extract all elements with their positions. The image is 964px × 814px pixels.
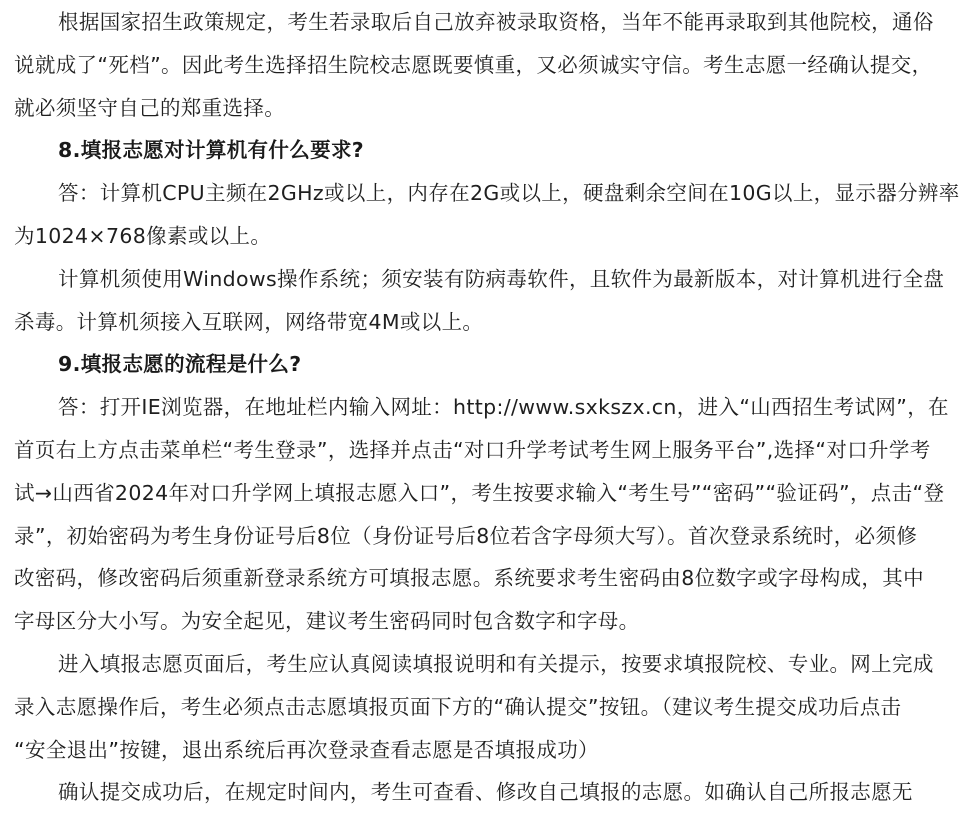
paragraph-line: 进入填报志愿页面后，考生应认真阅读填报说明和有关提示，按要求填报院校、专业。网上完成 bbox=[58, 651, 934, 676]
paragraph-line: 录”，初始密码为考生身份证号后8位（身份证号后8位若含字母须大写）。首次登录系统时，必须修 bbox=[14, 523, 918, 548]
heading-line: 9.填报志愿的流程是什么? bbox=[58, 352, 302, 377]
paragraph-line: 字母区分大小写。为安全起见，建议考生密码同时包含数字和字母。 bbox=[14, 609, 640, 634]
paragraph-line: 杀毒。计算机须接入互联网，网络带宽4M或以上。 bbox=[14, 309, 484, 334]
paragraph-submit-process bbox=[14, 643, 958, 771]
paragraph-hardware-requirements bbox=[14, 172, 958, 258]
paragraph-software-network bbox=[14, 258, 958, 344]
paragraph-login-process bbox=[14, 386, 958, 643]
heading-line: 8.填报志愿对计算机有什么要求? bbox=[58, 138, 365, 163]
paragraph-confirmation bbox=[14, 771, 958, 814]
paragraph-line: 确认提交成功后，在规定时间内，考生可查看、修改自己填报的志愿。如确认自己所报志愿无 bbox=[58, 780, 913, 805]
paragraph-line: “安全退出”按键，退出系统后再次登录查看志愿是否填报成功） bbox=[14, 737, 599, 762]
paragraph-policy bbox=[14, 1, 958, 129]
paragraph-line: 改密码，修改密码后须重新登录系统方可填报志愿。系统要求考生密码由8位数字或字母构成，其中 bbox=[14, 566, 924, 591]
paragraph-line: 为1024×768像素或以上。 bbox=[14, 223, 272, 248]
paragraph-line: 答：计算机CPU主频在2GHz或以上，内存在2G或以上，硬盘剩余空间在10G以上，显示器分辨率 bbox=[58, 181, 960, 206]
paragraph-line: 计算机须使用Windows操作系统；须安装有防病毒软件，且软件为最新版本，对计算机进行全盘 bbox=[58, 266, 945, 291]
paragraph-line: 根据国家招生政策规定，考生若录取后自己放弃被录取资格，当年不能再录取到其他院校，通俗 bbox=[58, 10, 934, 34]
document-page bbox=[14, 0, 958, 814]
paragraph-line: 试→山西省2024年对口升学网上填报志愿入口”，考生按要求输入“考生号”“密码”“验证码”，点击“登 bbox=[14, 480, 945, 505]
section-heading-process bbox=[14, 343, 958, 386]
paragraph-line: 说就成了“死档”。因此考生选择招生院校志愿既要慎重，又必须诚实守信。考生志愿一经确认提交， bbox=[14, 52, 933, 77]
paragraph-line: 首页右上方点击菜单栏“考生登录”，选择并点击“对口升学考试考生网上服务平台”,选择“对口升学考 bbox=[14, 437, 931, 462]
paragraph-line: 就必须坚守自己的郑重选择。 bbox=[14, 95, 286, 120]
paragraph-line: 录入志愿操作后，考生必须点击志愿填报页面下方的“确认提交”按钮。（建议考生提交成功后点击 bbox=[14, 694, 902, 719]
paragraph-line: 答：打开IE浏览器，在地址栏内输入网址：http://www.sxkszx.cn，进入“山西招生考试网”，在 bbox=[58, 395, 949, 420]
section-heading-computer-requirements bbox=[14, 129, 958, 172]
